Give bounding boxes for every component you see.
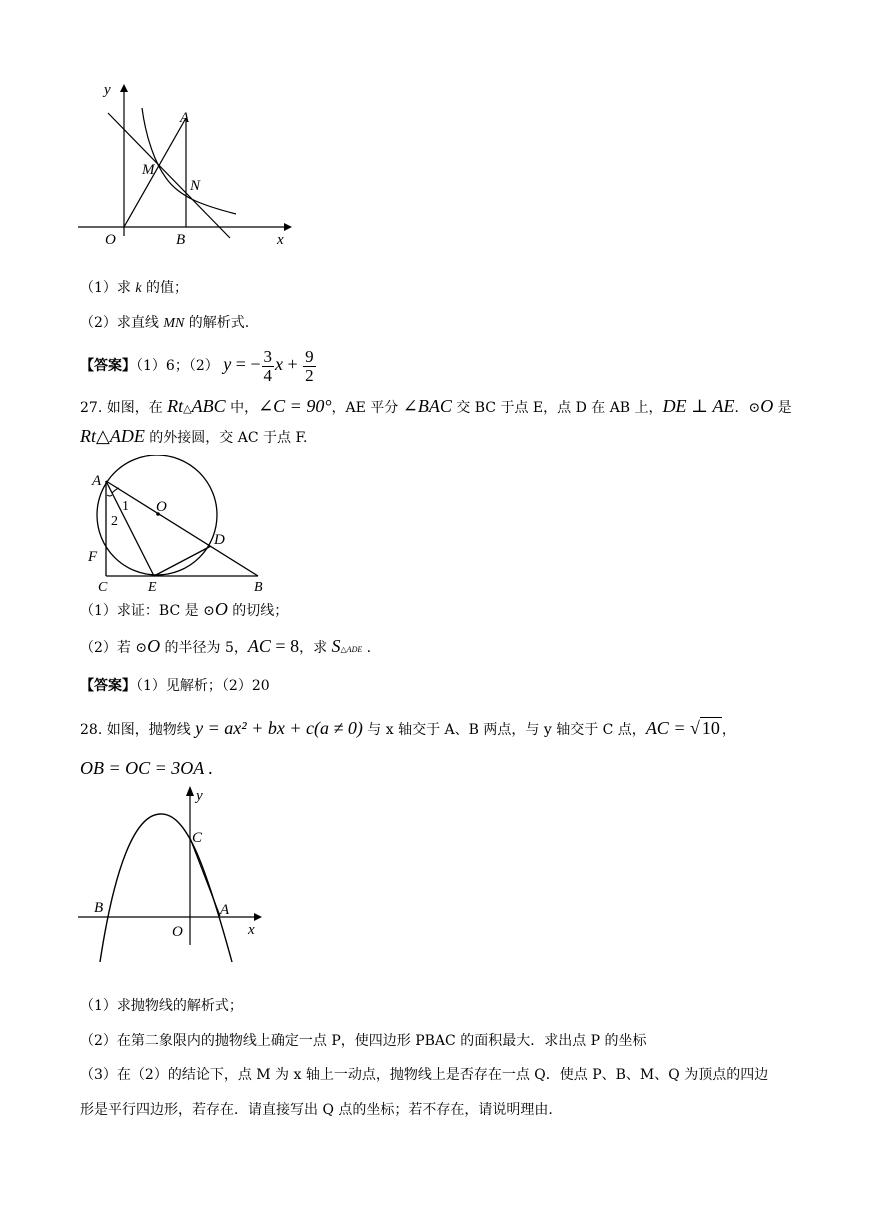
x-axis-arrow — [284, 223, 292, 231]
label-y: y — [196, 788, 203, 804]
x-axis-arrow — [254, 913, 262, 921]
label-C: C — [192, 830, 203, 846]
label-y: y — [104, 82, 111, 98]
y-axis-arrow — [120, 84, 128, 92]
label-O: O — [172, 924, 183, 940]
label-C: C — [98, 580, 108, 595]
q28-part3: （3）在（2）的结论下，点 M 为 x 轴上一动点，抛物线上是否存在一点 Q．使点 P、B、M、Q 为顶点的四边 — [80, 1067, 769, 1083]
label-O: O — [105, 232, 116, 248]
label-N: N — [190, 178, 201, 194]
label-A: A — [180, 110, 190, 126]
label-x: x — [248, 922, 255, 938]
label-M: M — [142, 162, 155, 178]
label-B: B — [176, 232, 186, 248]
label-B: B — [254, 580, 263, 595]
segment-AC — [190, 838, 220, 916]
angle-mark-2 — [107, 495, 112, 496]
label-2: 2 — [111, 514, 118, 529]
q27-line2: Rt△ADE 的外接圆，交 AC 于点 F. — [80, 426, 308, 446]
q28-part2: （2）在第二象限内的抛物线上确定一点 P，使四边形 PBAC 的面积最大．求出点 P 的坐标 — [80, 1033, 647, 1049]
label-A: A — [92, 473, 102, 489]
q27-part2: （2）若 ⊙O 的半径为 5，AC = 8，求 S△ADE . — [80, 636, 372, 656]
figure-1-graph — [70, 78, 300, 253]
q28-line2: OB = OC = 3OA . — [80, 758, 213, 778]
q28-part1: （1）求抛物线的解析式； — [80, 998, 243, 1014]
figure-3-parabola — [72, 780, 272, 970]
label-x: x — [277, 232, 284, 248]
label-1: 1 — [122, 499, 129, 514]
line-MN — [108, 113, 230, 238]
figure-2-circle — [82, 455, 282, 595]
q26-part1: （1）求 k 的值； — [80, 280, 189, 296]
label-F: F — [88, 549, 98, 565]
label-B: B — [94, 900, 104, 916]
y-axis-arrow — [186, 786, 194, 796]
segment-OA — [124, 118, 186, 227]
q28-line1: 28. 如图，抛物线 y = ax² + bx + c(a ≠ 0) 与 x 轴交于 A、B 两点，与 y 轴交于 C 点，AC = √ 10 ， — [80, 718, 736, 738]
label-A: A — [220, 902, 230, 918]
parabola-curve — [100, 814, 232, 962]
label-E: E — [148, 580, 157, 595]
q27-part1: （1）求证：BC 是 ⊙O 的切线； — [80, 599, 289, 619]
segment-ED — [154, 546, 211, 576]
q28-part4: 形是平行四边形，若存在．请直接写出 Q 点的坐标；若不存在，请说明理由. — [80, 1102, 553, 1118]
label-D: D — [214, 532, 225, 548]
q26-part2: （2）求直线 MN 的解析式. — [80, 315, 250, 331]
q27-line1: 27. 如图，在 Rt△ABC 中，∠C = 90°，AE 平分 ∠BAC 交 BC 于点 E，点 D 在 AB 上，DE ⊥ AE．⊙O 是 — [80, 396, 792, 416]
label-O: O — [156, 499, 167, 515]
angle-mark-1 — [112, 488, 119, 493]
q26-answer: 【答案】（1）6；（2） y = − $\frac{3}{4}$ x + $\frac{9}{2}$ — [80, 346, 314, 385]
q27-answer: 【答案】（1）见解析；（2）20 — [80, 678, 270, 694]
